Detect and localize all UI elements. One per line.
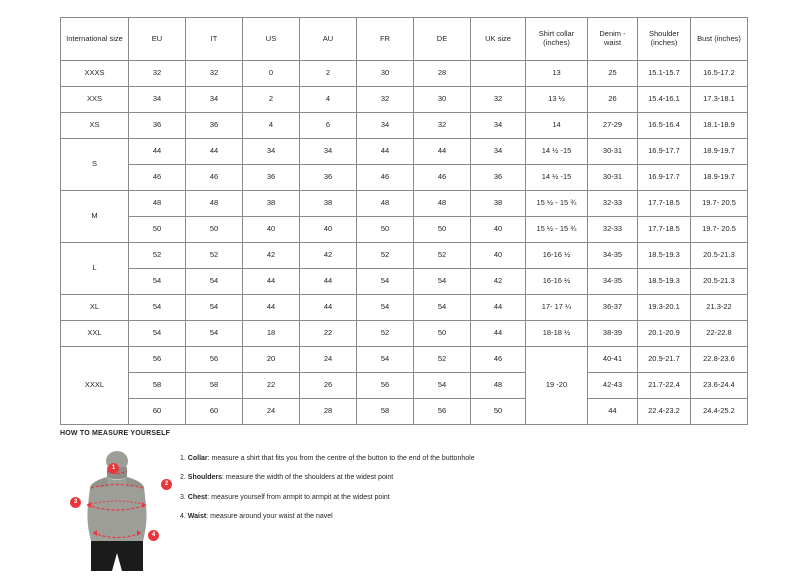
- cell-uk: 42: [471, 269, 526, 295]
- cell-de: 52: [414, 347, 471, 373]
- cell-shirt-collar: 14: [526, 113, 588, 139]
- cell-it: 58: [186, 373, 243, 399]
- cell-au: 28: [300, 399, 357, 425]
- cell-it: 46: [186, 165, 243, 191]
- callout-marker-3: 3: [70, 497, 81, 508]
- cell-au: 26: [300, 373, 357, 399]
- table-row: [61, 165, 748, 191]
- cell-size: XL: [61, 295, 129, 321]
- cell-eu: 46: [129, 165, 186, 191]
- cell-denim-waist: 34-35: [588, 269, 638, 295]
- cell-shirt-collar: 16-16 ½: [526, 269, 588, 295]
- cell-denim-waist: 32-33: [588, 191, 638, 217]
- cell-it: 50: [186, 217, 243, 243]
- cell-de: 54: [414, 373, 471, 399]
- cell-uk: [471, 61, 526, 87]
- cell-us: 4: [243, 113, 300, 139]
- cell-shoulder: 17.7-18.5: [638, 191, 691, 217]
- cell-au: 42: [300, 243, 357, 269]
- cell-fr: 58: [357, 399, 414, 425]
- cell-it: 44: [186, 139, 243, 165]
- cell-denim-waist: 30-31: [588, 139, 638, 165]
- cell-bust: 24.4-25.2: [691, 399, 748, 425]
- how-to-measure-body: [60, 443, 740, 573]
- cell-shoulder: 17.7-18.5: [638, 217, 691, 243]
- cell-size: XXXS: [61, 61, 129, 87]
- cell-size: S: [61, 139, 129, 191]
- cell-it: 60: [186, 399, 243, 425]
- cell-eu: 54: [129, 295, 186, 321]
- cell-shoulder: 15.4-16.1: [638, 87, 691, 113]
- cell-bust: 19.7- 20.5: [691, 217, 748, 243]
- cell-denim-waist: 40-41: [588, 347, 638, 373]
- mannequin-figure: [60, 443, 170, 573]
- table-header: [61, 18, 748, 61]
- how-to-measure-section: [60, 430, 740, 573]
- table-row: [61, 373, 748, 399]
- table-header-row: [61, 18, 748, 61]
- col-header-eu: EU: [129, 18, 186, 61]
- cell-shoulder: 20.1-20.9: [638, 321, 691, 347]
- cell-us: 22: [243, 373, 300, 399]
- cell-de: 50: [414, 217, 471, 243]
- cell-au: 22: [300, 321, 357, 347]
- cell-eu: 50: [129, 217, 186, 243]
- cell-au: 4: [300, 87, 357, 113]
- cell-shoulder: 16.9-17.7: [638, 139, 691, 165]
- cell-shirt-collar: 14 ½ -15: [526, 165, 588, 191]
- cell-bust: 18.9-19.7: [691, 139, 748, 165]
- table-row: [61, 347, 748, 373]
- cell-uk: 34: [471, 139, 526, 165]
- cell-fr: 52: [357, 243, 414, 269]
- cell-shoulder: 18.5-19.3: [638, 269, 691, 295]
- table-row: [61, 269, 748, 295]
- table-row: [61, 139, 748, 165]
- instruction-term: Shoulders: [187, 474, 223, 482]
- cell-de: 52: [414, 243, 471, 269]
- callout-marker-1: 1: [108, 463, 119, 474]
- cell-bust: 20.5-21.3: [691, 243, 748, 269]
- cell-denim-waist: 42-43: [588, 373, 638, 399]
- col-header-au: AU: [300, 18, 357, 61]
- cell-au: 36: [300, 165, 357, 191]
- cell-uk: 38: [471, 191, 526, 217]
- cell-uk: 44: [471, 321, 526, 347]
- cell-shirt-collar: 17- 17 ¼: [526, 295, 588, 321]
- cell-size: L: [61, 243, 129, 295]
- measure-instructions: [180, 443, 475, 533]
- cell-shoulder: 22.4-23.2: [638, 399, 691, 425]
- cell-bust: 18.9-19.7: [691, 165, 748, 191]
- cell-eu: 58: [129, 373, 186, 399]
- cell-denim-waist: 34-35: [588, 243, 638, 269]
- cell-de: 30: [414, 87, 471, 113]
- col-header-international-size: International size: [61, 18, 129, 61]
- cell-de: 56: [414, 399, 471, 425]
- table-row: [61, 61, 748, 87]
- cell-de: 54: [414, 295, 471, 321]
- cell-denim-waist: 25: [588, 61, 638, 87]
- cell-fr: 54: [357, 295, 414, 321]
- cell-uk: 46: [471, 347, 526, 373]
- cell-denim-waist: 38-39: [588, 321, 638, 347]
- cell-fr: 54: [357, 269, 414, 295]
- cell-eu: 52: [129, 243, 186, 269]
- cell-us: 24: [243, 399, 300, 425]
- cell-fr: 54: [357, 347, 414, 373]
- cell-shoulder: 16.9-17.7: [638, 165, 691, 191]
- cell-shirt-collar: 13 ½: [526, 87, 588, 113]
- cell-denim-waist: 26: [588, 87, 638, 113]
- cell-shirt-collar: 15 ½ - 15 ¾: [526, 217, 588, 243]
- cell-de: 44: [414, 139, 471, 165]
- callout-marker-2: 2: [161, 479, 172, 490]
- cell-fr: 30: [357, 61, 414, 87]
- col-header-shirt-collar: Shirt collar (inches): [526, 18, 588, 61]
- cell-us: 18: [243, 321, 300, 347]
- cell-bust: 22-22.8: [691, 321, 748, 347]
- table-row: [61, 295, 748, 321]
- col-header-shoulder: Shoulder (inches): [638, 18, 691, 61]
- table-row: [61, 191, 748, 217]
- cell-fr: 44: [357, 139, 414, 165]
- cell-denim-waist: 27-29: [588, 113, 638, 139]
- cell-denim-waist: 44: [588, 399, 638, 425]
- instruction-item: 1. Collar: measure a shirt that fits you from the centre of the button to the end of the buttonhole: [180, 455, 475, 462]
- col-header-bust: Bust (inches): [691, 18, 748, 61]
- cell-bust: 16.5-17.2: [691, 61, 748, 87]
- cell-au: 24: [300, 347, 357, 373]
- cell-us: 34: [243, 139, 300, 165]
- table-row: [61, 113, 748, 139]
- cell-uk: 36: [471, 165, 526, 191]
- cell-size: XS: [61, 113, 129, 139]
- cell-it: 32: [186, 61, 243, 87]
- cell-fr: 48: [357, 191, 414, 217]
- cell-size: M: [61, 191, 129, 243]
- cell-size: XXXL: [61, 347, 129, 425]
- size-chart-table: [60, 17, 748, 425]
- cell-shirt-collar: 16-16 ½: [526, 243, 588, 269]
- cell-bust: 18.1-18.9: [691, 113, 748, 139]
- cell-eu: 54: [129, 269, 186, 295]
- col-header-us: US: [243, 18, 300, 61]
- cell-it: 34: [186, 87, 243, 113]
- cell-de: 46: [414, 165, 471, 191]
- cell-fr: 34: [357, 113, 414, 139]
- cell-au: 34: [300, 139, 357, 165]
- cell-size: XXL: [61, 321, 129, 347]
- cell-us: 0: [243, 61, 300, 87]
- cell-au: 40: [300, 217, 357, 243]
- instruction-text: : measure around your waist at the navel: [206, 513, 333, 521]
- cell-bust: 17.3-18.1: [691, 87, 748, 113]
- cell-shoulder: 16.5-16.4: [638, 113, 691, 139]
- col-header-de: DE: [414, 18, 471, 61]
- cell-us: 38: [243, 191, 300, 217]
- cell-us: 40: [243, 217, 300, 243]
- cell-au: 44: [300, 295, 357, 321]
- cell-bust: 22.8-23.6: [691, 347, 748, 373]
- cell-it: 52: [186, 243, 243, 269]
- instruction-item: 2. Shoulders: measure the width of the shoulders at the widest point: [180, 474, 394, 482]
- instruction-term: Chest: [187, 493, 208, 501]
- cell-eu: 54: [129, 321, 186, 347]
- instruction-text: : measure a shirt that fits you from the centre of the button to the end of the buttonhole: [207, 455, 475, 462]
- cell-eu: 32: [129, 61, 186, 87]
- cell-it: 56: [186, 347, 243, 373]
- cell-denim-waist: 30-31: [588, 165, 638, 191]
- table-row: [61, 217, 748, 243]
- cell-it: 48: [186, 191, 243, 217]
- cell-uk: 34: [471, 113, 526, 139]
- cell-us: 44: [243, 295, 300, 321]
- cell-eu: 60: [129, 399, 186, 425]
- cell-it: 54: [186, 321, 243, 347]
- cell-us: 20: [243, 347, 300, 373]
- cell-shirt-collar: 18-18 ½: [526, 321, 588, 347]
- cell-denim-waist: 32-33: [588, 217, 638, 243]
- cell-shirt-collar: 13: [526, 61, 588, 87]
- cell-it: 54: [186, 295, 243, 321]
- cell-us: 44: [243, 269, 300, 295]
- cell-uk: 44: [471, 295, 526, 321]
- cell-shirt-collar: 19 -20: [526, 347, 588, 425]
- table-body: [61, 61, 748, 425]
- how-to-measure-title: HOW TO MEASURE YOURSELF: [60, 430, 171, 437]
- instruction-number: 1: [180, 455, 184, 462]
- cell-shoulder: 15.1-15.7: [638, 61, 691, 87]
- table-row: [61, 243, 748, 269]
- table-row: [61, 87, 748, 113]
- cell-us: 36: [243, 165, 300, 191]
- cell-denim-waist: 36-37: [588, 295, 638, 321]
- col-header-it: IT: [186, 18, 243, 61]
- cell-bust: 19.7- 20.5: [691, 191, 748, 217]
- cell-au: 6: [300, 113, 357, 139]
- cell-uk: 32: [471, 87, 526, 113]
- cell-it: 54: [186, 269, 243, 295]
- cell-us: 2: [243, 87, 300, 113]
- col-header-uk-size: UK size: [471, 18, 526, 61]
- cell-fr: 46: [357, 165, 414, 191]
- table-row: [61, 321, 748, 347]
- cell-shoulder: 20.9-21.7: [638, 347, 691, 373]
- instruction-term: Collar: [187, 455, 208, 462]
- cell-size: XXS: [61, 87, 129, 113]
- cell-shirt-collar: 15 ½ - 15 ¾: [526, 191, 588, 217]
- cell-fr: 52: [357, 321, 414, 347]
- cell-uk: 40: [471, 217, 526, 243]
- table-row: [61, 399, 748, 425]
- cell-uk: 40: [471, 243, 526, 269]
- instruction-number: 2: [180, 474, 184, 482]
- col-header-denim-waist: Denim - waist: [588, 18, 638, 61]
- cell-de: 48: [414, 191, 471, 217]
- instruction-number: 4: [180, 513, 184, 521]
- cell-de: 50: [414, 321, 471, 347]
- cell-eu: 56: [129, 347, 186, 373]
- cell-eu: 44: [129, 139, 186, 165]
- instruction-number: 3: [180, 493, 184, 501]
- cell-au: 44: [300, 269, 357, 295]
- cell-eu: 34: [129, 87, 186, 113]
- callout-marker-4: 4: [148, 530, 159, 541]
- cell-it: 36: [186, 113, 243, 139]
- cell-eu: 48: [129, 191, 186, 217]
- cell-shoulder: 18.5-19.3: [638, 243, 691, 269]
- instruction-term: Waist: [187, 513, 207, 521]
- cell-uk: 50: [471, 399, 526, 425]
- cell-shoulder: 21.7-22.4: [638, 373, 691, 399]
- cell-de: 32: [414, 113, 471, 139]
- cell-bust: 21.3-22: [691, 295, 748, 321]
- cell-au: 2: [300, 61, 357, 87]
- cell-fr: 32: [357, 87, 414, 113]
- cell-de: 54: [414, 269, 471, 295]
- cell-uk: 48: [471, 373, 526, 399]
- cell-bust: 20.5-21.3: [691, 269, 748, 295]
- cell-de: 28: [414, 61, 471, 87]
- cell-fr: 50: [357, 217, 414, 243]
- instruction-item: 4. Waist: measure around your waist at the navel: [180, 513, 333, 521]
- cell-eu: 36: [129, 113, 186, 139]
- cell-fr: 56: [357, 373, 414, 399]
- cell-au: 38: [300, 191, 357, 217]
- instruction-text: : measure yourself from armpit to armpit at the widest point: [207, 493, 390, 501]
- cell-shirt-collar: 14 ½ -15: [526, 139, 588, 165]
- instruction-text: : measure the width of the shoulders at the widest point: [222, 474, 394, 482]
- cell-us: 42: [243, 243, 300, 269]
- cell-bust: 23.6-24.4: [691, 373, 748, 399]
- cell-shoulder: 19.3-20.1: [638, 295, 691, 321]
- col-header-fr: FR: [357, 18, 414, 61]
- instruction-item: 3. Chest: measure yourself from armpit to armpit at the widest point: [180, 493, 390, 501]
